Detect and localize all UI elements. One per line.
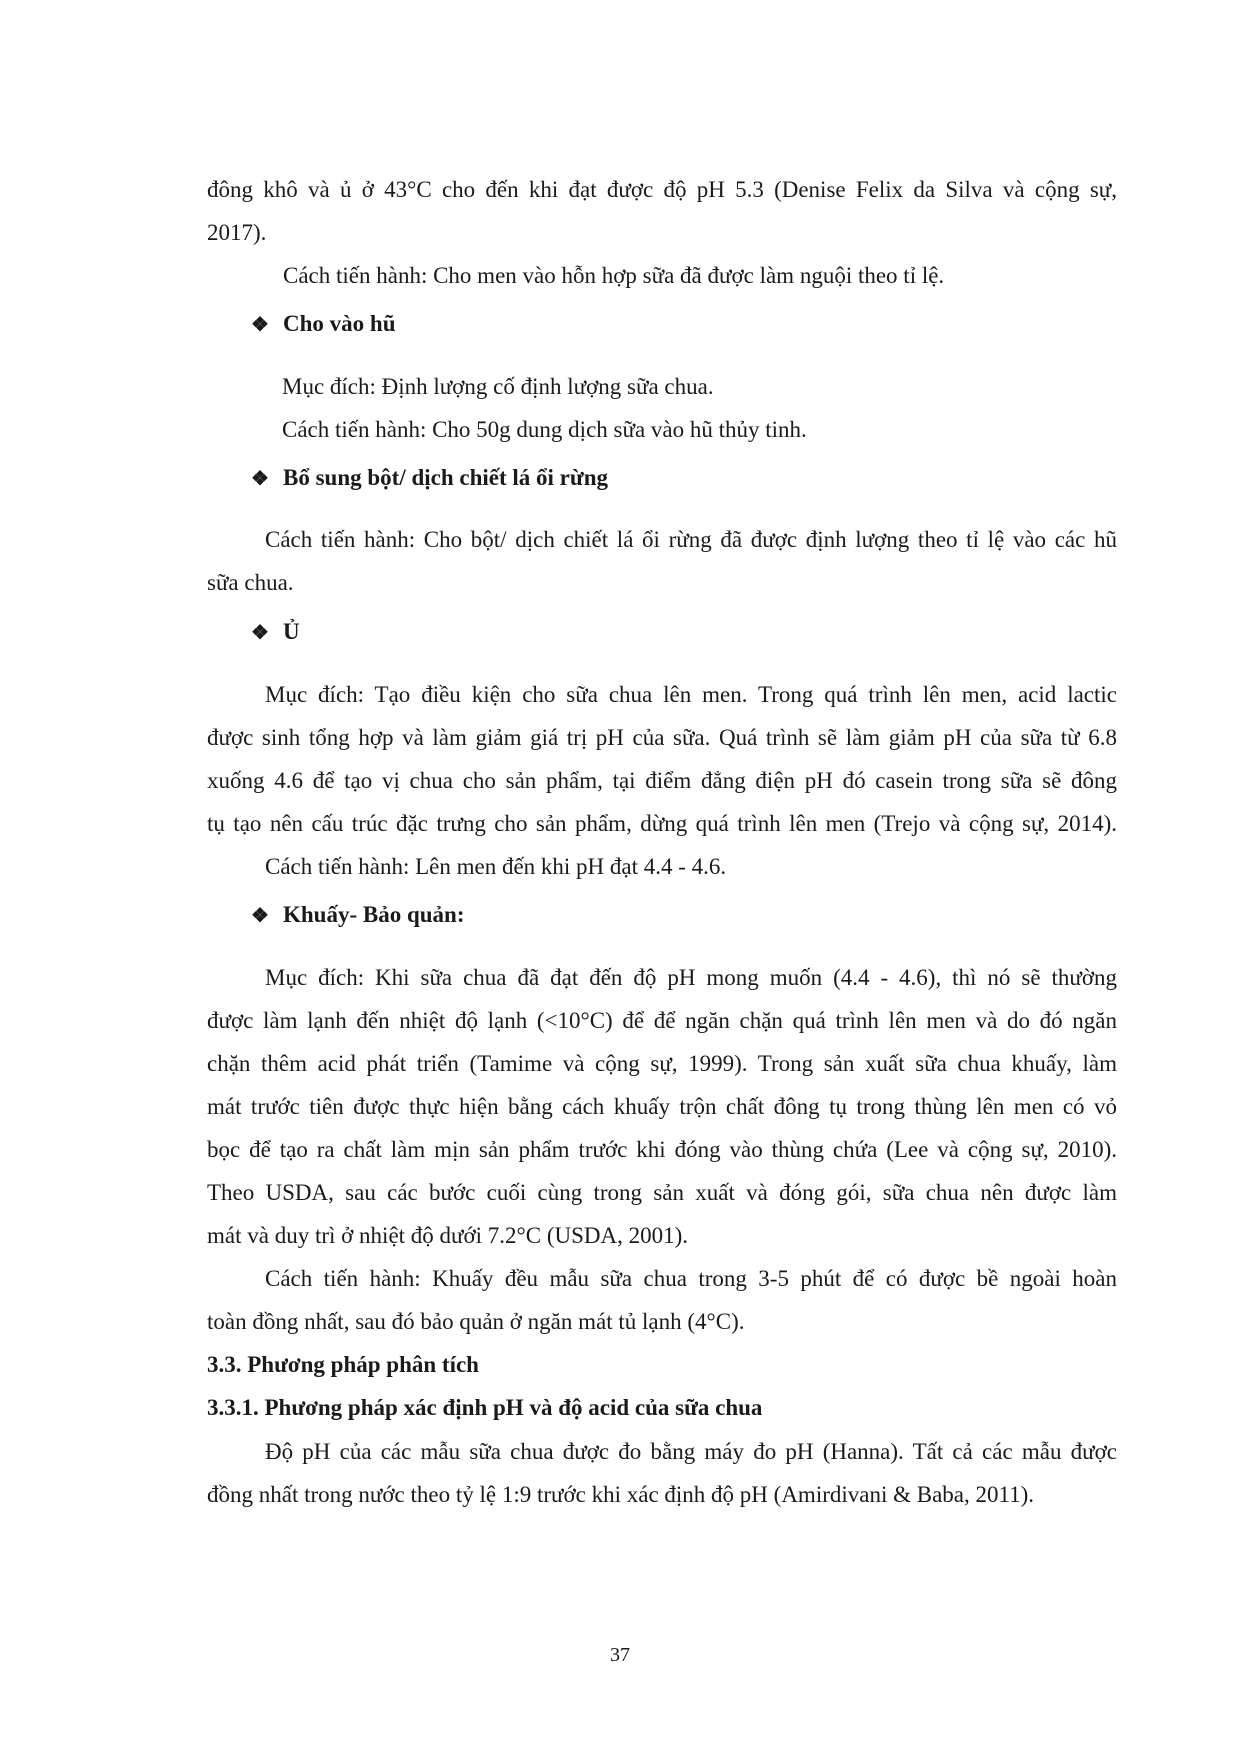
body-text-line: tụ tạo nên cấu trúc đặc trưng cho sản phẩm, dừng quá trình lên men (Trejo và cộng sự, 2014). (207, 811, 1117, 836)
body-text-line: toàn đồng nhất, sau đó bảo quản ở ngăn mát tủ lạnh (4°C). (207, 1309, 745, 1334)
body-text-line: bọc để tạo ra chất làm mịn sản phẩm trước khi đóng vào thùng chứa (Lee và cộng sự, 2010). (207, 1137, 1117, 1162)
body-text-line: Mục đích: Tạo điều kiện cho sữa chua lên men. Trong quá trình lên men, acid lactic (265, 682, 1117, 707)
body-text-line: Cách tiến hành: Lên men đến khi pH đạt 4.4 - 4.6. (265, 854, 727, 879)
section-heading-3-3: 3.3. Phương pháp phân tích (207, 1352, 479, 1377)
body-text-line: Cách tiến hành: Khuấy đều mẫu sữa chua trong 3-5 phút để có được bề ngoài hoàn (265, 1266, 1117, 1291)
diamond-bullet-icon: ❖ (251, 314, 269, 336)
body-text-line: Cách tiến hành: Cho 50g dung dịch sữa vào hũ thủy tinh. (282, 417, 807, 442)
diamond-bullet-icon: ❖ (251, 905, 269, 927)
diamond-bullet-icon: ❖ (251, 468, 269, 490)
body-text-line: đông khô và ủ ở 43°C cho đến khi đạt được độ pH 5.3 (Denise Felix da Silva và cộng sự, (207, 177, 1117, 202)
body-text-line: Độ pH của các mẫu sữa chua được đo bằng máy đo pH (Hanna). Tất cả các mẫu được (265, 1439, 1117, 1464)
body-text-line: xuống 4.6 để tạo vị chua cho sản phẩm, tại điểm đẳng điện pH đó casein trong sữa sẽ đông (207, 768, 1117, 793)
body-text-line: đồng nhất trong nước theo tỷ lệ 1:9 trước khi xác định độ pH (Amirdivani & Baba, 2011). (207, 1482, 1035, 1507)
body-text-line: chặn thêm acid phát triển (Tamime và cộng sự, 1999). Trong sản xuất sữa chua khuấy, làm (207, 1051, 1117, 1076)
diamond-bullet-icon: ❖ (251, 622, 269, 644)
section-heading-3-3-1: 3.3.1. Phương pháp xác định pH và độ acid của sữa chua (207, 1395, 763, 1420)
body-text-line: Mục đích: Định lượng cố định lượng sữa chua. (282, 374, 714, 399)
body-text-line: được sinh tổng hợp và làm giảm giá trị pH của sữa. Quá trình sẽ làm giảm pH của sữa từ 6.8 (207, 725, 1117, 750)
section-heading-u: ❖ Ủ (251, 617, 300, 648)
body-text-line: Mục đích: Khi sữa chua đã đạt đến độ pH mong muốn (4.4 - 4.6), thì nó sẽ thường (265, 965, 1117, 990)
section-heading-cho-vao-hu: ❖ Cho vào hũ (251, 309, 395, 340)
body-text-line: mát và duy trì ở nhiệt độ dưới 7.2°C (USDA, 2001). (207, 1223, 689, 1248)
body-text-line: Theo USDA, sau các bước cuối cùng trong sản xuất và đóng gói, sữa chua nên được làm (207, 1180, 1117, 1205)
body-text-line: Cách tiến hành: Cho men vào hỗn hợp sữa đã được làm nguội theo tỉ lệ. (283, 263, 945, 288)
body-text-line: mát trước tiên được thực hiện bằng cách khuấy trộn chất đông tụ trong thùng lên men có vỏ (207, 1094, 1117, 1119)
body-text-line: Cách tiến hành: Cho bột/ dịch chiết lá ổi rừng đã được định lượng theo tỉ lệ vào các hũ (265, 527, 1117, 552)
section-heading-bo-sung: ❖ Bổ sung bột/ dịch chiết lá ổi rừng (251, 463, 608, 494)
page-number: 37 (610, 1644, 630, 1666)
body-text-line: 2017). (207, 220, 267, 245)
body-text-line: được làm lạnh đến nhiệt độ lạnh (<10°C) để để ngăn chặn quá trình lên men và do đó ngăn (207, 1008, 1117, 1033)
section-heading-khuay-bao-quan: ❖ Khuấy- Bảo quản: (251, 900, 465, 931)
body-text-line: sữa chua. (207, 570, 294, 595)
